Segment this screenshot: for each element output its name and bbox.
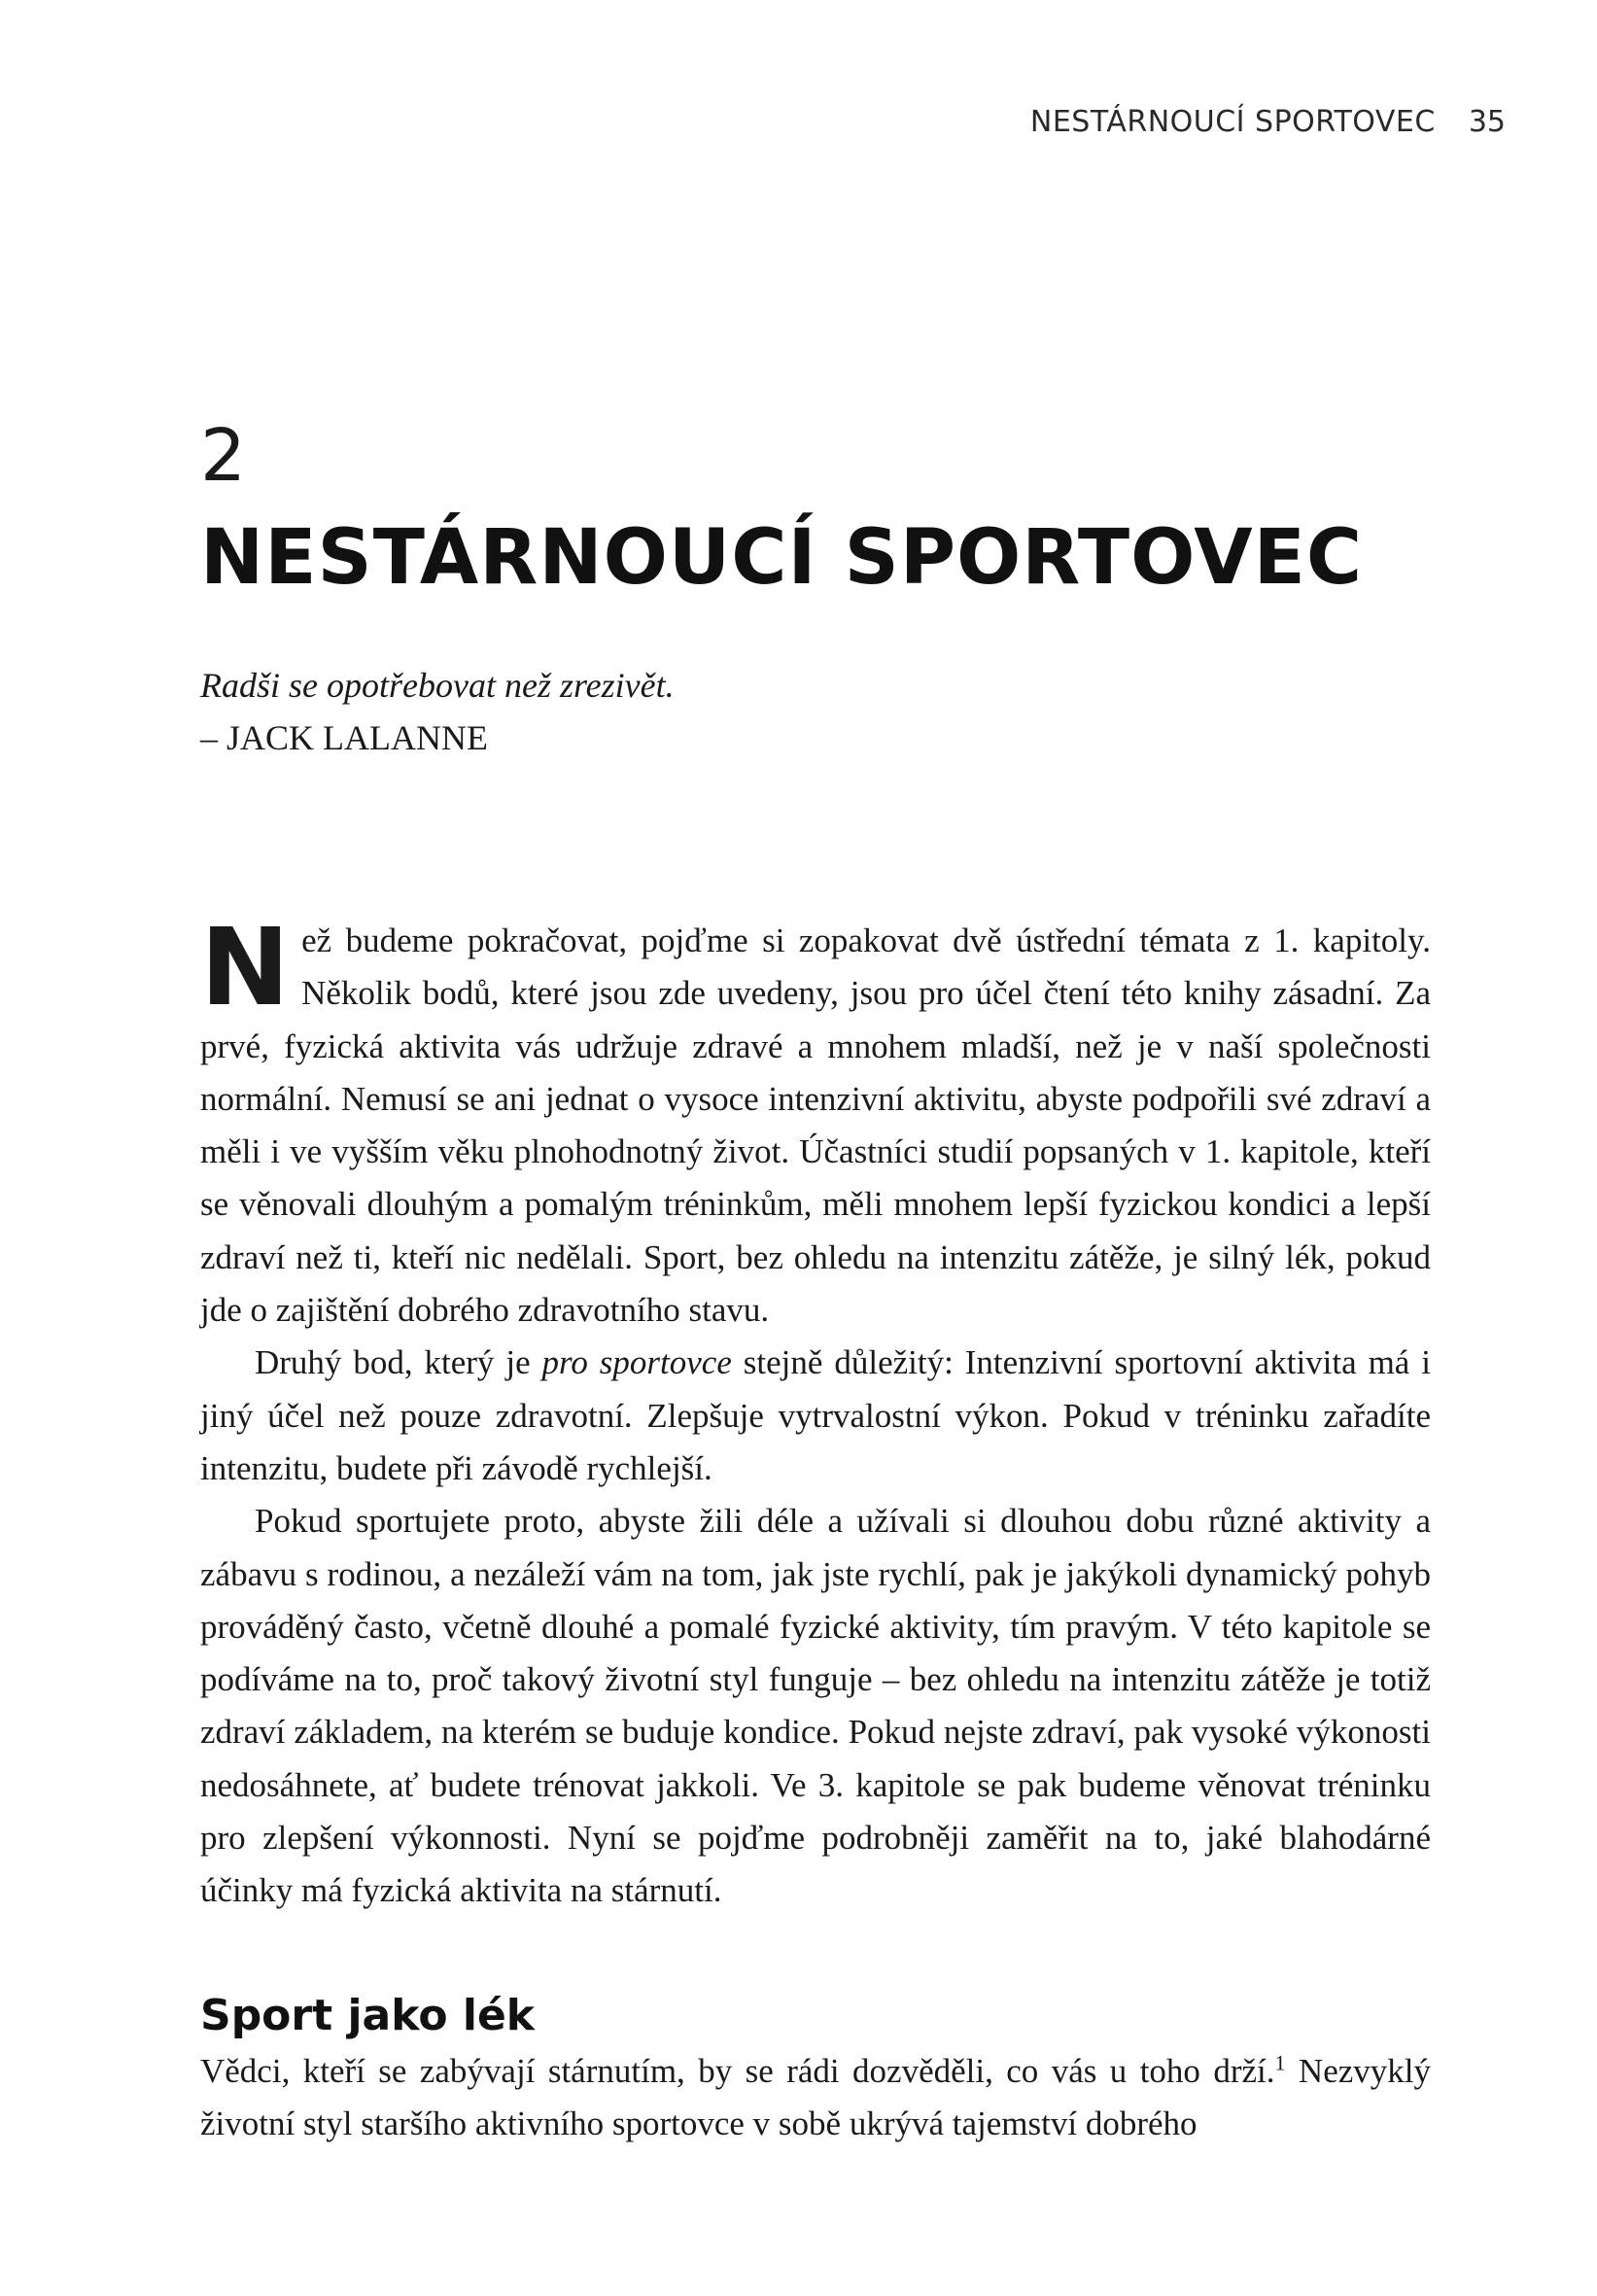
epigraph: [200, 659, 675, 764]
paragraph-1-text: ež budeme pokračovat, pojďme si zopakovat dvě ústřední témata z 1. kapitoly. Několik bodů, které jsou zde uvedeny, jsou pro účel čtení této knihy zásadní. Za prvé, fyzická aktivita vás udržuje zdravé a mnohem mladší, než je v naší společnosti normální. Nemusí se ani jednat o vysoce intenzivní aktivitu, abyste podpořili své zdraví a měli i ve vyšším věku plnohodnotný život. Účastníci studií popsaných v 1. kapitole, kteří se věnovali dlouhým a pomalým tréninkům, měli mnohem lepší fyzickou kondici a lepší zdraví než ti, kteří nic nedělali. Sport, bez ohledu na intenzitu zátěže, je silný lék, pokud jde o zajištění dobrého zdravotního stavu.: [200, 922, 1431, 1330]
section-paragraph: [200, 2045, 1431, 2151]
section-text-start: Vědci, kteří se zabývají stárnutím, by se rádi dozvěděli, co vás u toho drží.: [200, 2052, 1275, 2090]
chapter-number: 2: [200, 414, 247, 498]
chapter-body: [200, 905, 1431, 1918]
paragraph-2: [200, 1337, 1431, 1495]
paragraph-1: [200, 905, 1431, 1337]
epigraph-author: – JACK LALANNE: [200, 718, 488, 757]
section-heading: Sport jako lék: [200, 1991, 536, 2040]
footnote-reference[interactable]: 1: [1274, 2050, 1286, 2075]
running-title: NESTÁRNOUCÍ SPORTOVEC: [1029, 105, 1436, 139]
section-body: [200, 2045, 1431, 2151]
chapter-title: NESTÁRNOUCÍ SPORTOVEC: [200, 514, 1364, 602]
drop-cap: N: [200, 905, 291, 1029]
paragraph-2-text-start: Druhý bod, který je: [255, 1343, 542, 1382]
paragraph-2-text-end: stejně důležitý: Intenzivní sportovní aktivita má i jiný účel než pouze zdravotní. Zlepšuje vytrvalostní výkon. Pokud v tréninku zařadíte intenzitu, budete při závodě rychlejší.: [200, 1343, 1431, 1487]
running-header: [1030, 105, 1506, 139]
paragraph-2-emphasis: pro sportovce: [541, 1343, 732, 1382]
paragraph-3: Pokud sportujete proto, abyste žili déle a užívali si dlouhou dobu různé aktivity a zábavu s rodinou, a nezáleží vám na tom, jak jste rychlí, pak je jakýkoli dynamický pohyb prováděný často, včetně dlouhé a pomalé fyzické aktivity, tím pravým. V této kapitole se podíváme na to, proč takový životní styl funguje – bez ohledu na intenzitu zátěže je totiž zdraví základem, na kterém se buduje kondice. Pokud nejste zdraví, pak vysoké výkonosti nedosáhnete, ať budete trénovat jakkoli. Ve 3. kapitole se pak budeme věnovat tréninku pro zlepšení výkonnosti. Nyní se pojďme podrobněji zaměřit na to, jaké blahodárné účinky má fyzická aktivita na stárnutí.: [200, 1502, 1431, 1910]
section-text-end: Nezvyklý životní styl staršího aktivního sportovce v sobě ukrývá tajemství dobrého: [200, 2052, 1431, 2143]
epigraph-quote: Radši se opotřebovat než zrezivět.: [200, 666, 675, 705]
page-number: 35: [1468, 105, 1506, 139]
